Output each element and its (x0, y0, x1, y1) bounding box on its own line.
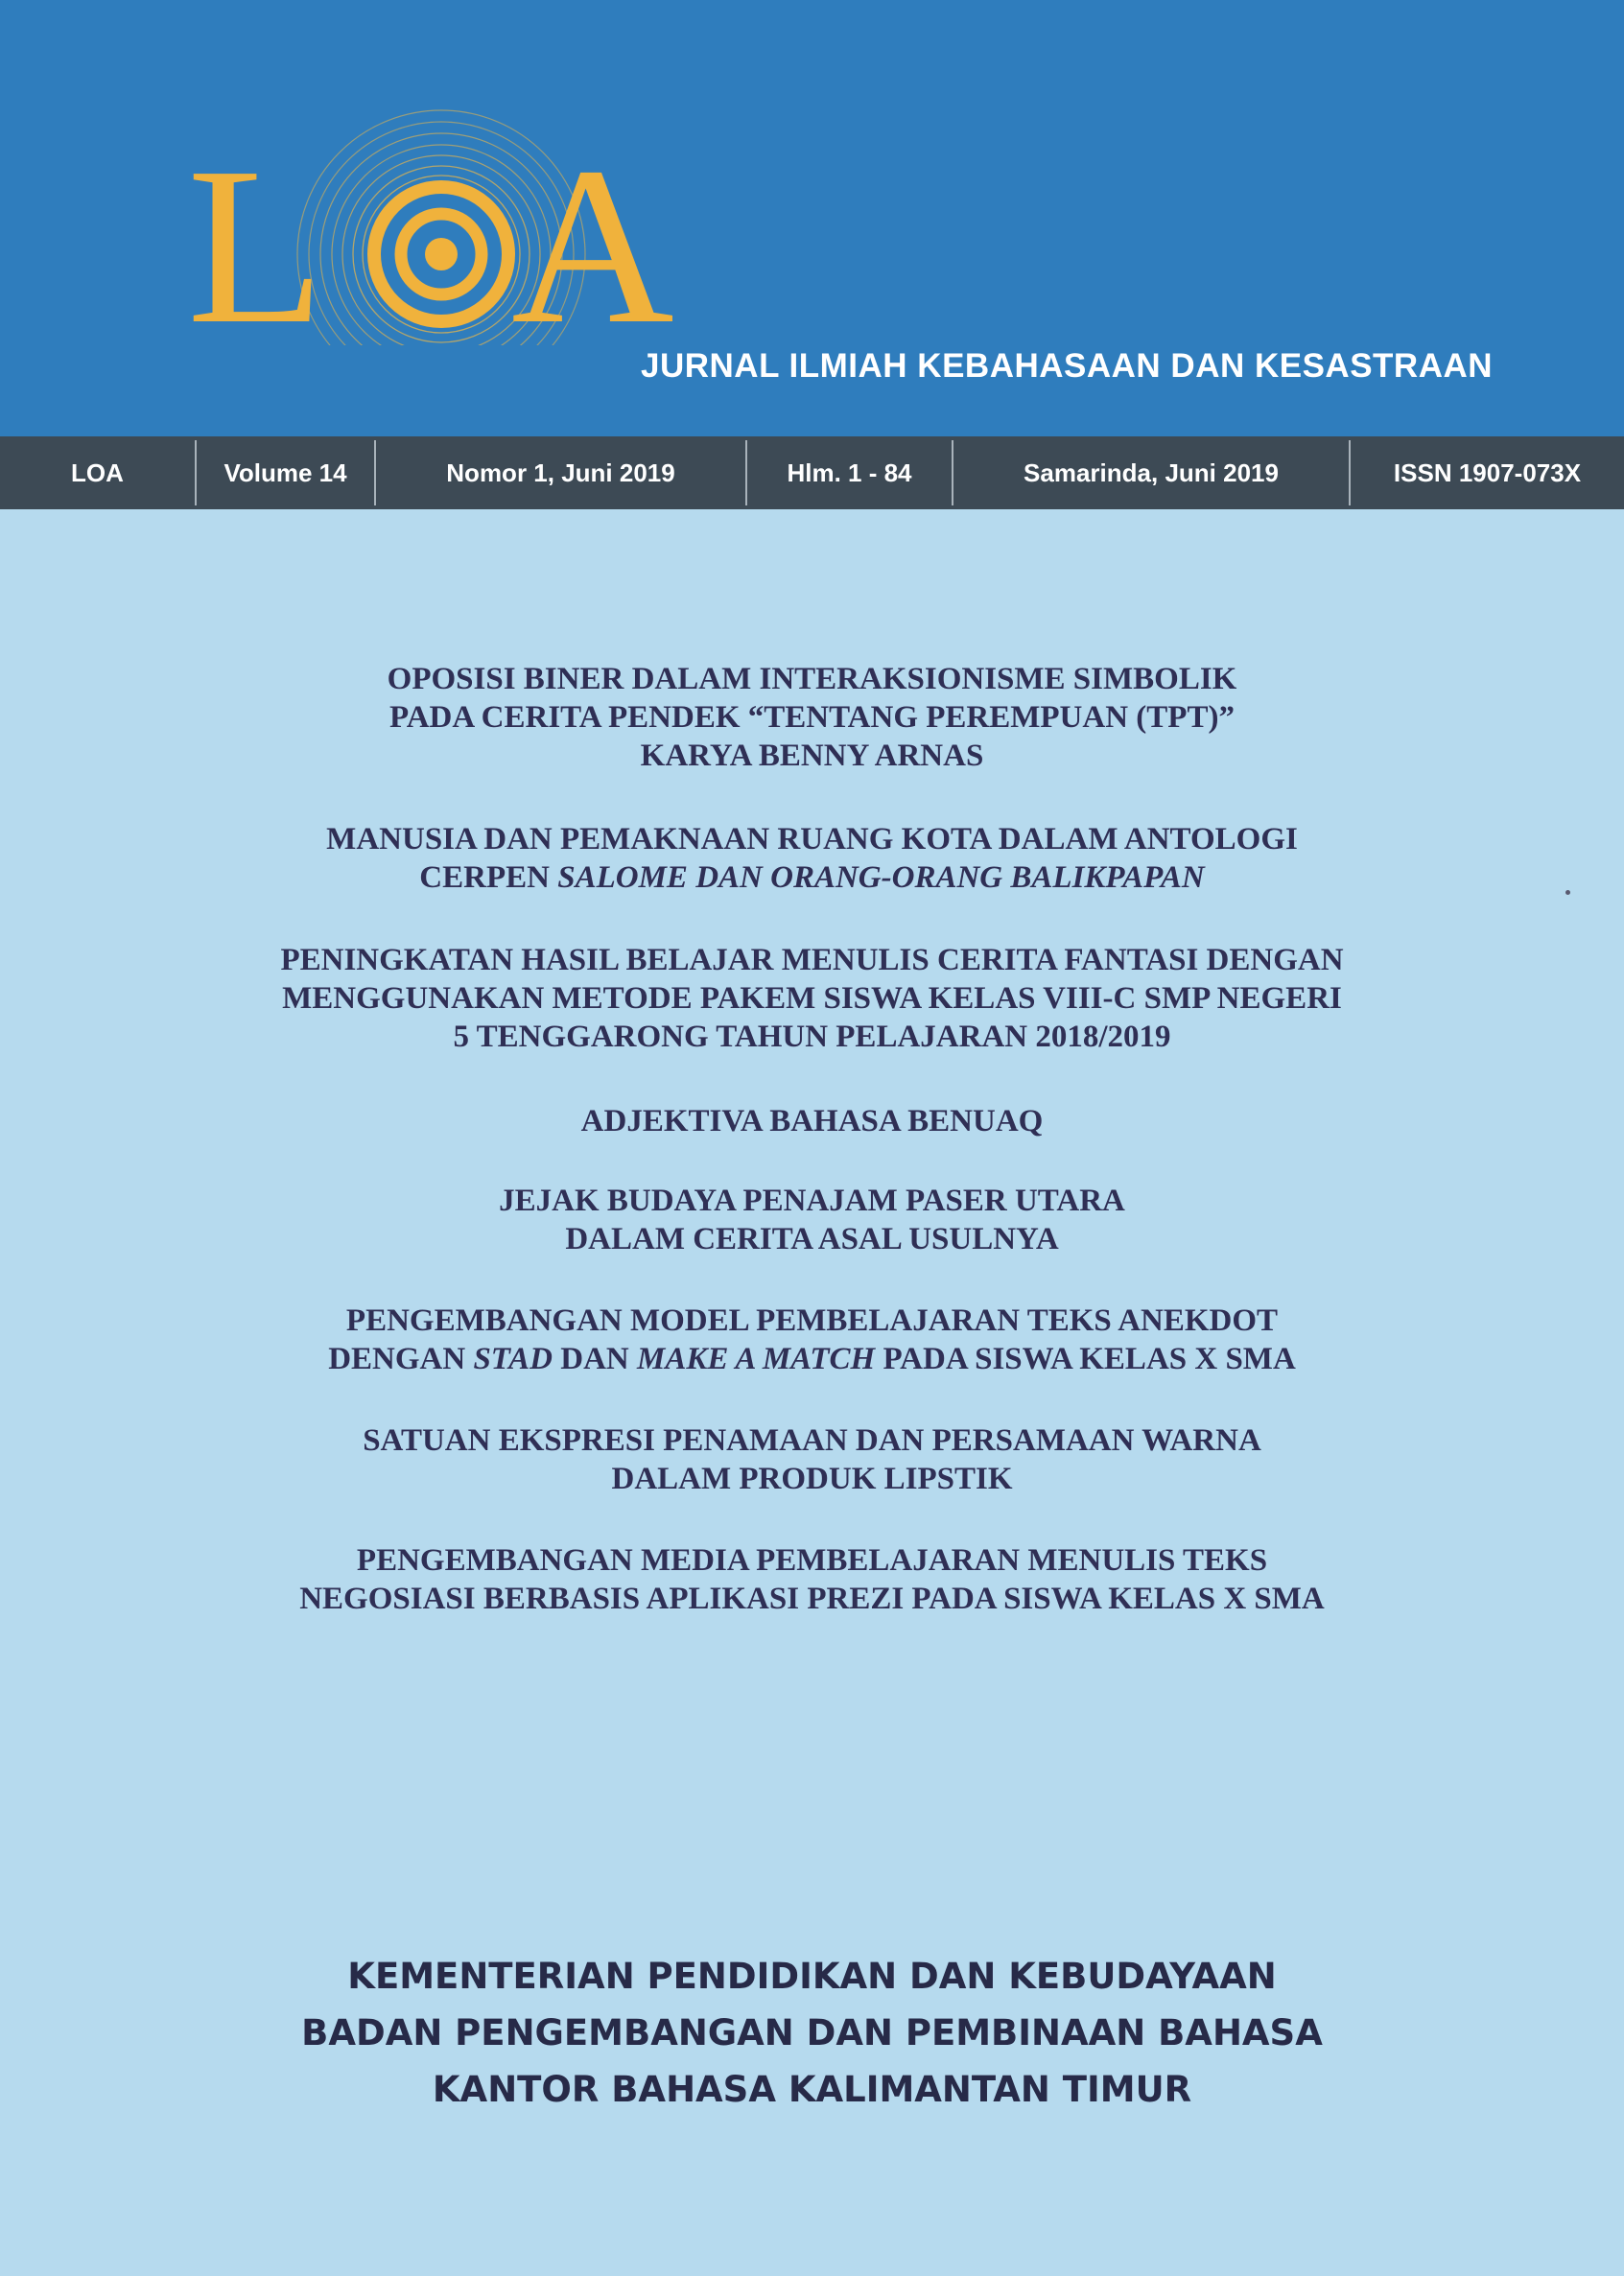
article-title-text: PADA SISWA KELAS X SMA (875, 1342, 1296, 1376)
loa-logo (187, 58, 724, 345)
article-title-italic: SALOME DAN ORANG-ORANG BALIKPAPAN (557, 860, 1205, 895)
publisher-ministry: KEMENTERIAN PENDIDIKAN DAN KEBUDAYAAN (347, 1956, 1277, 1997)
article-title-line: OPOSISI BINER DALAM INTERAKSIONISME SIMBOLIK (387, 662, 1237, 696)
article-title-text: CERPEN (419, 860, 558, 895)
article-title-line: MANUSIA DAN PEMAKNAAN RUANG KOTA DALAM ANTOLOGI (326, 822, 1298, 856)
strip-issue: Nomor 1, Juni 2019 (446, 458, 675, 487)
article-title-line: DALAM PRODUK LIPSTIK (611, 1462, 1013, 1496)
article-title-line: PENGEMBANGAN MEDIA PEMBELAJARAN MENULIS TEKS (356, 1543, 1268, 1578)
article-title-text: DAN (553, 1342, 637, 1376)
article-title-line: 5 TENGGARONG TAHUN PELAJARAN 2018/2019 (453, 1020, 1171, 1054)
article-title-line: SATUAN EKSPRESI PENAMAAN DAN PERSAMAAN WARNA (363, 1423, 1261, 1458)
strip-pages: Hlm. 1 - 84 (787, 458, 912, 487)
article-title (0, 1102, 1624, 1140)
article-title-line (0, 1340, 1624, 1378)
article-title (0, 1302, 1624, 1378)
article-title-line: DALAM CERITA ASAL USULNYA (565, 1222, 1059, 1256)
article-title (0, 941, 1624, 1056)
publisher-office: KANTOR BAHASA KALIMANTAN TIMUR (432, 2069, 1192, 2110)
article-title-line: PADA CERITA PENDEK “TENTANG PEREMPUAN (TPT)” (389, 700, 1235, 735)
logo-letter-l: L (187, 121, 325, 345)
article-title-line: KARYA BENNY ARNAS (640, 739, 984, 773)
article-title-line (0, 858, 1624, 897)
strip-volume: Volume 14 (224, 458, 347, 487)
article-title-line: PENGEMBANGAN MODEL PEMBELAJARAN TEKS ANEKDOT (345, 1303, 1279, 1338)
article-title-line: MENGGUNAKAN METODE PAKEM SISWA KELAS VIII-C SMP NEGERI (282, 981, 1342, 1016)
publisher-agency: BADAN PENGEMBANGAN DAN PEMBINAAN BAHASA (301, 2012, 1323, 2053)
cover-header (0, 0, 1624, 436)
article-title (0, 1182, 1624, 1258)
article-title (0, 1421, 1624, 1498)
strip-place-date: Samarinda, Juni 2019 (1024, 458, 1279, 487)
article-title (0, 820, 1624, 897)
logo-letter-a: A (511, 121, 674, 345)
publisher-block (0, 1948, 1624, 2118)
article-title-text: DENGAN (328, 1342, 474, 1376)
article-title-line: PENINGKATAN HASIL BELAJAR MENULIS CERITA FANTASI DENGAN (280, 943, 1344, 977)
article-title (0, 1541, 1624, 1618)
info-strip (0, 436, 1624, 509)
strip-journal: LOA (71, 458, 124, 487)
journal-subtitle: JURNAL ILMIAH KEBAHASAAN DAN KESASTRAAN (641, 347, 1494, 385)
article-title-line: ADJEKTIVA BAHASA BENUAQ (580, 1104, 1044, 1138)
article-title (0, 660, 1624, 775)
article-title-italic: STAD (473, 1342, 553, 1376)
article-title-line: NEGOSIASI BERBASIS APLIKASI PREZI PADA SISWA KELAS X SMA (299, 1582, 1325, 1616)
article-title-line: JEJAK BUDAYA PENAJAM PASER UTARA (499, 1184, 1125, 1218)
strip-issn: ISSN 1907-073X (1393, 458, 1582, 487)
article-title-italic: MAKE A MATCH (637, 1342, 876, 1376)
